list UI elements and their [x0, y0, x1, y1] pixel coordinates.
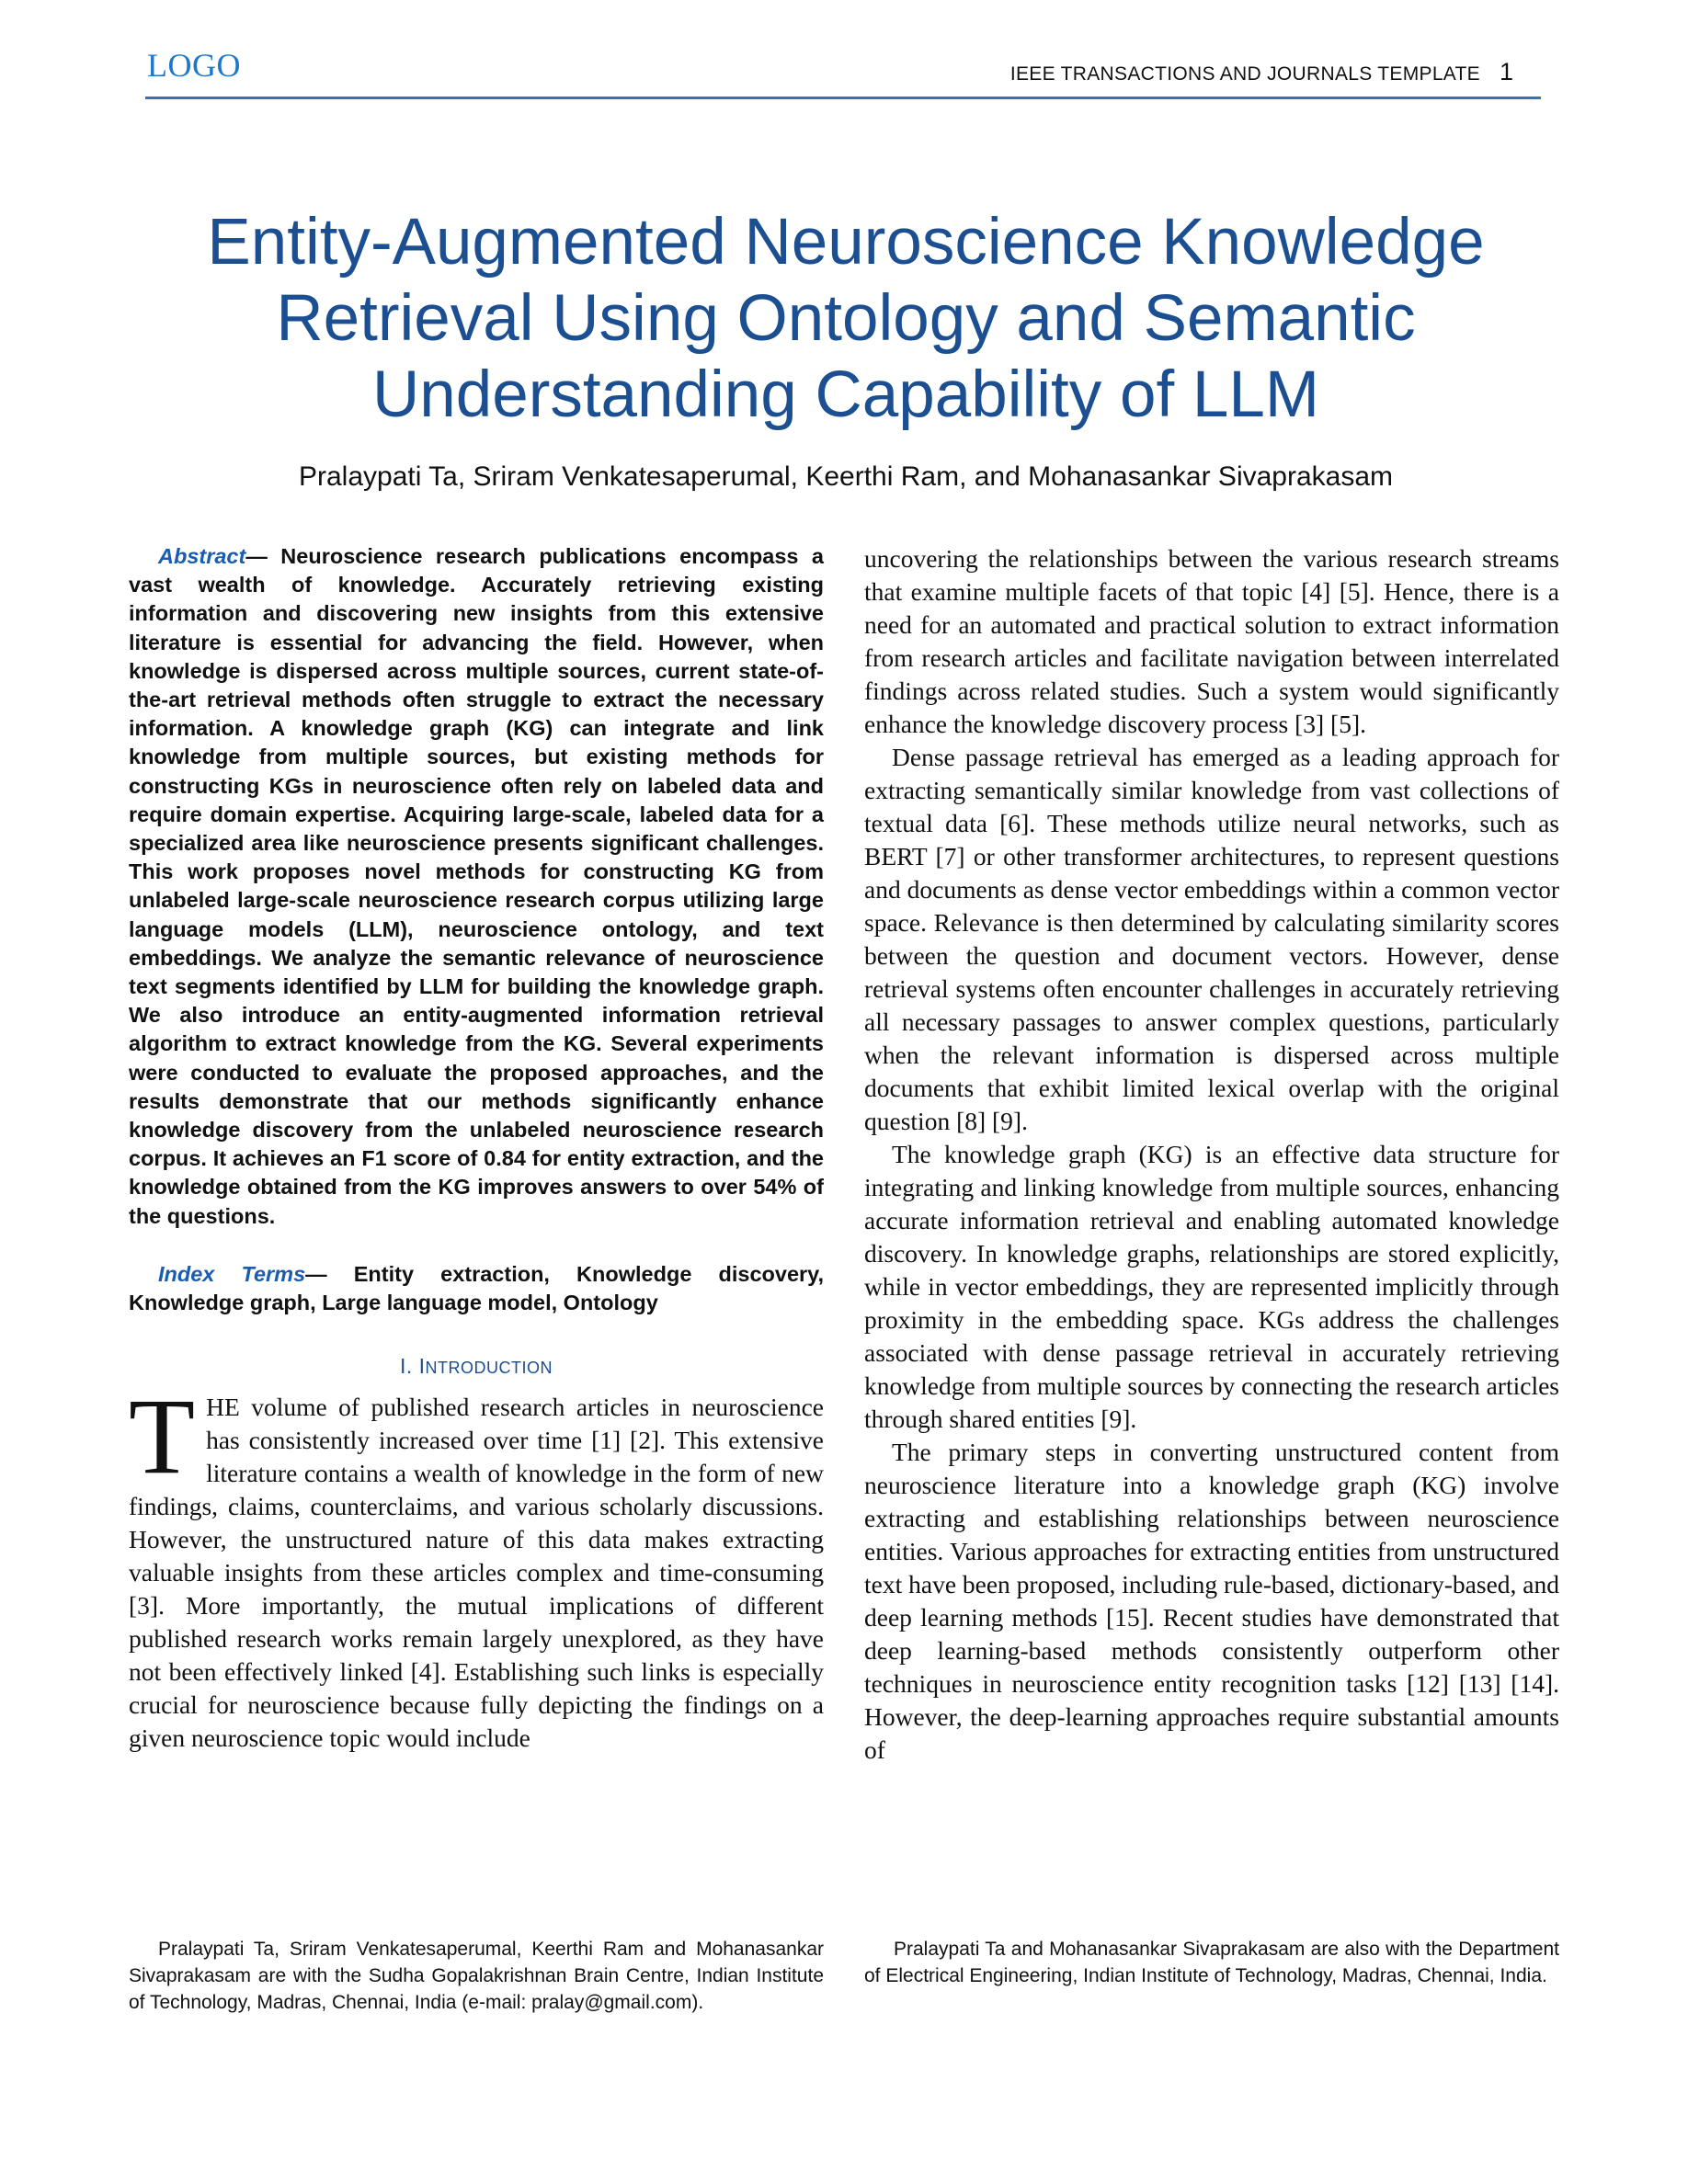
page-number: 1: [1499, 58, 1513, 85]
abstract-dash: —: [245, 544, 281, 568]
index-terms-dash: —: [305, 1261, 354, 1286]
drop-cap: T: [129, 1376, 196, 1497]
body-paragraph-1: uncovering the relationships between the various research streams that examine multiple facets of that topic [4] [5]. Hence, there is a need for an automated and practical solution to extract information from research articles and facilitate navigation between interrelated findings across related studies. Such a system would significantly enhance the knowledge discovery process [3] [5].: [864, 544, 1559, 738]
intro-paragraph: [129, 1376, 824, 1755]
section-heading-rest: NTRODUCTION: [425, 1359, 553, 1378]
abstract-text: Neuroscience research publications encompass a vast wealth of knowledge. Accurately retrieving existing information and discovering new insights from this extensive literature is essential for advancing the field. However, when knowledge is dispersed across multiple sources, current state-of-the-art retrieval methods often struggle to extract the necessary information. A knowledge graph (KG) can integrate and link knowledge from multiple sources, but existing methods for constructing KGs in neuroscience often rely on labeled data and require domain expertise. Acquiring large-scale, labeled data for a specialized area like neuroscience presents significant challenges. This work proposes novel methods for constructing KG from unlabeled large-scale neuroscience research corpus utilizing large language models (LLM), neuroscience ontology, and text embeddings. We analyze the semantic relevance of neuroscience text segments identified by LLM for building the knowledge graph. We also introduce an entity-augmented information retrieval algorithm to extract knowledge from the KG. Several experiments were conducted to evaluate the proposed approaches, and the results demonstrate that our methods significantly enhance knowledge discovery from the unlabeled neuroscience research corpus. It achieves an F1 score of 0.84 for entity extraction, and the knowledge obtained from the KG improves answers to over 54% of the questions.: [129, 544, 824, 1228]
footnote-affiliation-right: Pralaypati Ta and Mohanasankar Sivaprakasam are also with the Department of Electrical Engineering, Indian Institute of Technology, Madras, Chennai, India.: [864, 1939, 1559, 1986]
body-paragraph-3: The knowledge graph (KG) is an effective data structure for integrating and linking knowledge from multiple sources, enhancing accurate information retrieval and enabling automated knowledge discovery. In knowledge graphs, relationships are stored explicitly, while in vector embeddings, they are represented implicitly through proximity in the embedding space. KGs address the challenges associated with dense passage retrieval in accurately retrieving knowledge from multiple sources by connecting the research articles through shared entities [9].: [864, 1140, 1559, 1433]
index-terms-text: Entity extraction, Knowledge discovery, Knowledge graph, Large language model, Ontology: [129, 1261, 825, 1315]
abstract: [129, 542, 824, 1231]
intro-first-word: HE: [206, 1393, 240, 1422]
journal-logo: LOGO: [147, 47, 241, 84]
intro-text: volume of published research articles in neuroscience has consistently increased over time [1] [2]. This extensive literature contains a wealth of knowledge in the form of new findings, claims, counterclaims, and various scholarly discussions. However, the unstructured nature of this data makes extracting valuable insights from these articles complex and time-consuming [3]. More importantly, the mutual implications of different published research works remain largely unexplored, as they have not been effectively linked [4]. Establishing such links is especially crucial for neuroscience because fully depicting the findings on a given neuroscience topic would include: [129, 1393, 824, 1753]
section-heading-numeral: I. I: [399, 1354, 426, 1379]
journal-name: IEEE TRANSACTIONS AND JOURNALS TEMPLATE: [1009, 63, 1480, 85]
author-list: Pralaypati Ta, Sriram Venkatesaperumal, Keerthi Ram, and Mohanasankar Sivaprakasam: [298, 461, 1394, 492]
abstract-label: Abstract: [158, 544, 246, 568]
paper-title: Entity-Augmented Neuroscience Knowledge Retrieval Using Ontology and Semantic Understanding Capability of LLM: [207, 206, 1485, 431]
footnote-affiliation-left: Pralaypati Ta, Sriram Venkatesaperumal, Keerthi Ram and Mohanasankar Sivaprakasam are with the Sudha Gopalakrishnan Brain Centre, Indian Institute of Technology, Madras, Chennai, India (e-mail: pralay@gmail.com).: [129, 1939, 824, 2013]
body-paragraph-4: The primary steps in converting unstructured content from neuroscience literature into a knowledge graph (KG) involve extracting and establishing relationships between neuroscience entities. Various approaches for extracting entities from unstructured text have been proposed, including rule-based, dictionary-based, and deep learning methods [15]. Recent studies have demonstrated that deep learning-based methods consistently outperform other techniques in neuroscience entity recognition tasks [12] [13] [14]. However, the deep-learning approaches require substantial amounts of: [864, 1438, 1559, 1764]
header-rule: [145, 97, 1541, 99]
index-terms-label: Index Terms: [158, 1261, 306, 1286]
right-column: [864, 542, 1559, 1767]
body-paragraph-2: Dense passage retrieval has emerged as a leading approach for extracting semantically similar knowledge from vast collections of textual data [6]. These methods utilize neural networks, such as BERT [7] or other transformer architectures, to represent questions and documents as dense vector embeddings within a common vector space. Relevance is then determined by calculating similarity scores between the question and document vectors. However, dense retrieval systems often encounter challenges in accurately retrieving all necessary passages to answer complex questions, particularly when the relevant information is dispersed across multiple documents that exhibit limited lexical overlap with the original question [8] [9].: [864, 743, 1559, 1135]
left-column: [129, 542, 824, 1755]
index-terms: [129, 1260, 824, 1317]
section-heading-introduction: [129, 1354, 824, 1383]
